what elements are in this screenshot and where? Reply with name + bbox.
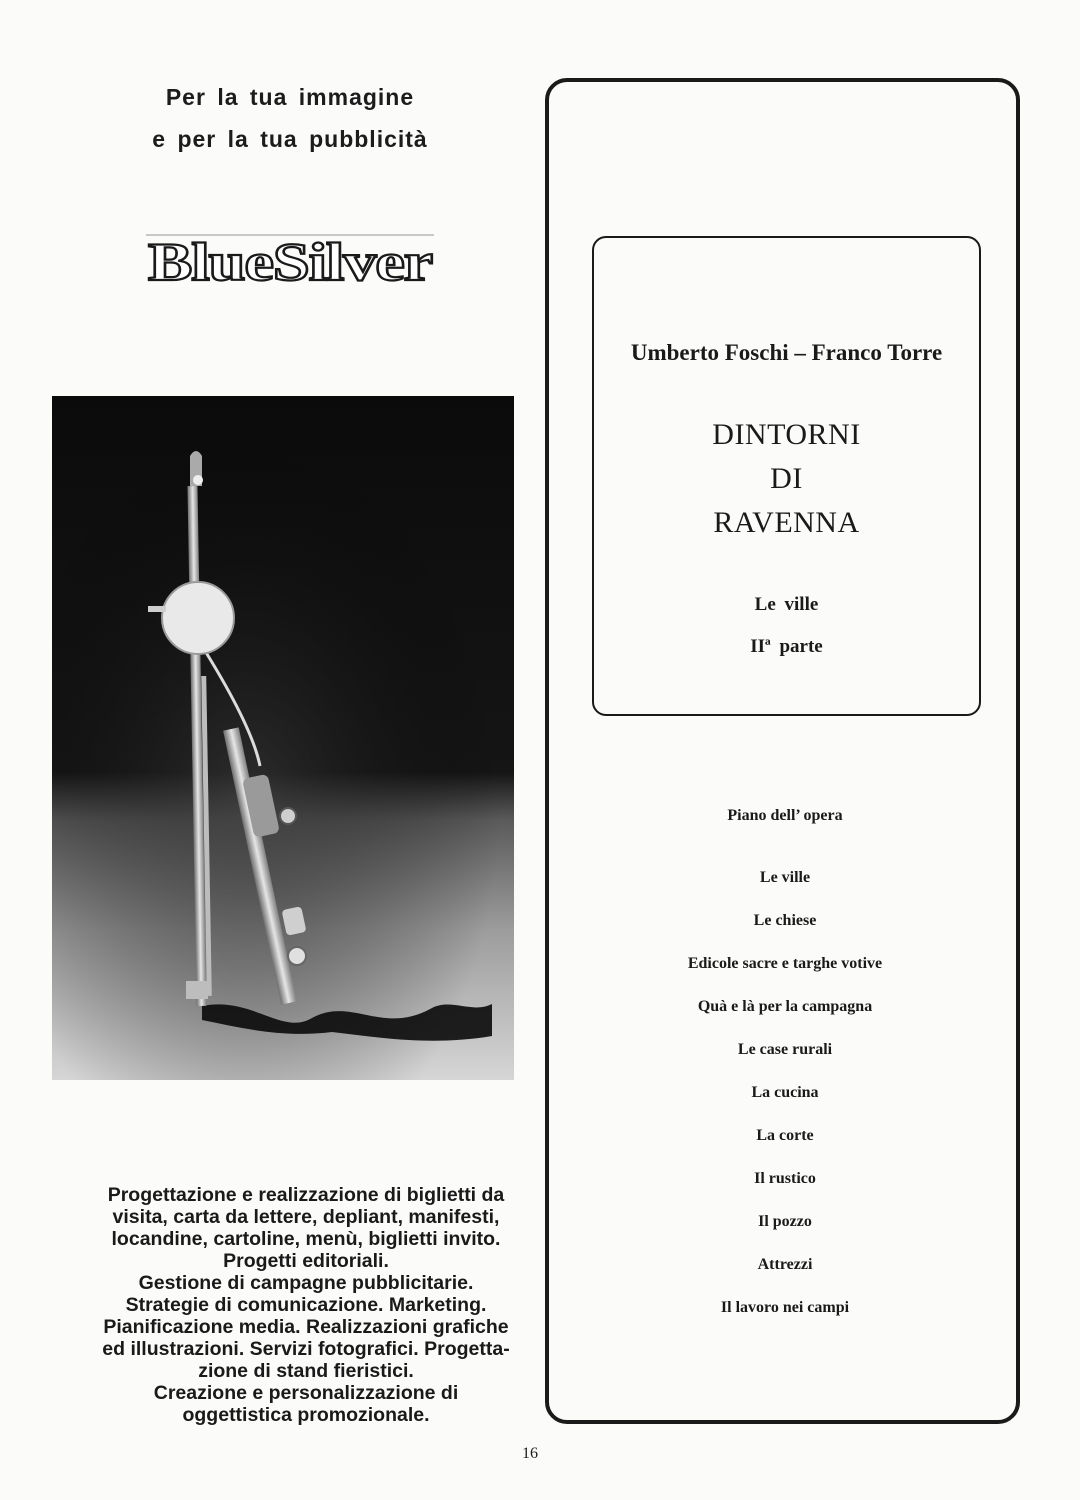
book-authors: Umberto Foschi – Franco Torre <box>630 340 943 365</box>
plan-list <box>552 866 1018 1339</box>
plan-heading: Piano dell’ opera <box>727 807 843 824</box>
plan-item: Le ville <box>759 869 811 886</box>
plan-item: Le chiese <box>753 912 817 929</box>
plan-item: Edicole sacre e targhe votive <box>687 955 883 972</box>
plan-item: Quà e là per la campagna <box>697 998 873 1015</box>
plan-item: Attrezzi <box>757 1256 813 1273</box>
plan-item: La cucina <box>751 1084 819 1101</box>
plan-item: Il rustico <box>754 1170 816 1187</box>
book-subtitle-line-2: IIª parte <box>750 636 823 657</box>
plan-item: La corte <box>756 1127 814 1144</box>
services-line: Pianificazione media. Realizzazioni grafiche <box>103 1316 509 1338</box>
advertisement-column <box>40 0 540 1500</box>
services-line: Gestione di campagne pubblicitarie. <box>138 1272 474 1294</box>
page-number: 16 <box>522 1445 538 1462</box>
tagline-line-1: Per la tua immagine <box>165 84 415 110</box>
services-line: ed illustrazioni. Servizi fotografici. Progetta- <box>102 1338 510 1360</box>
services-line: zione di stand fieristici. <box>198 1360 414 1382</box>
book-title-line-3: RAVENNA <box>713 506 860 539</box>
plan-item: Le case rurali <box>737 1041 833 1058</box>
services-description <box>40 1184 572 1426</box>
services-line: oggettistica promozionale. <box>182 1404 430 1426</box>
services-line: Strategie di comunicazione. Marketing. <box>125 1294 487 1316</box>
services-line: Progettazione e realizzazione di biglietti da <box>107 1184 505 1206</box>
book-title-line-2: DI <box>770 462 803 495</box>
bluesilver-logo <box>140 226 440 292</box>
book-title-line-1: DINTORNI <box>712 418 861 451</box>
bluesilver-logo-text: BlueSilver <box>148 232 433 292</box>
plan-item: Il pozzo <box>758 1213 812 1230</box>
book-subtitle-line-1: Le ville <box>754 594 819 615</box>
plan-item: Il lavoro nei campi <box>720 1299 850 1316</box>
services-line: Creazione e personalizzazione di <box>153 1382 459 1404</box>
compass-photo <box>52 396 514 1080</box>
tagline-line-2: e per la tua pubblicità <box>152 126 428 152</box>
services-line: locandine, cartoline, menù, biglietti invito. <box>111 1228 501 1250</box>
services-line: visita, carta da lettere, depliant, manifesti, <box>112 1206 500 1228</box>
services-line: Progetti editoriali. <box>223 1250 389 1272</box>
